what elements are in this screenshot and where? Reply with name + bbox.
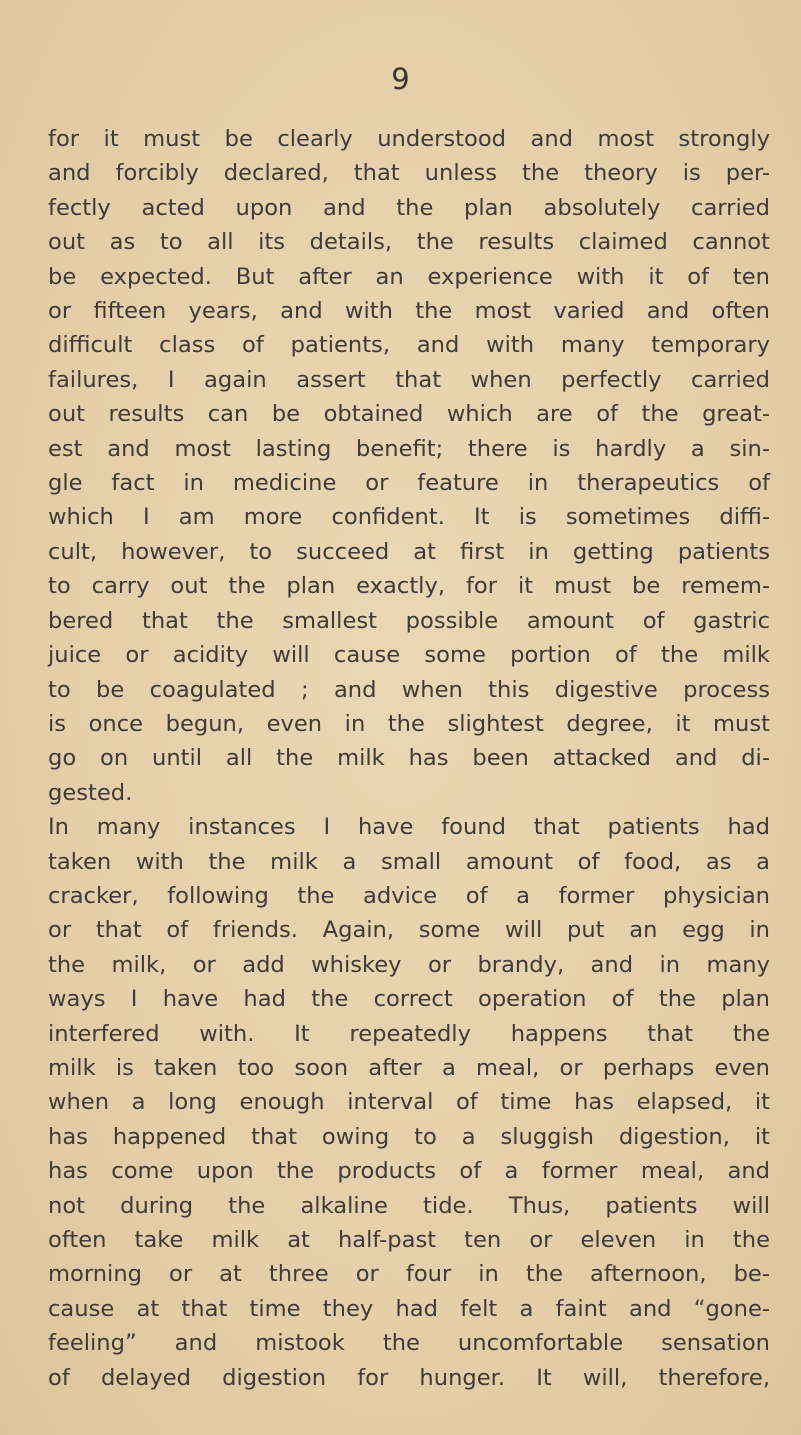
text-line: which I am more confident. It is sometimes diffi- xyxy=(48,504,770,531)
text-line: milk is taken too soon after a meal, or perhaps even xyxy=(48,1054,770,1081)
text-line: often take milk at half-past ten or eleven in the xyxy=(48,1227,770,1253)
text-line: interfered with. It repeatedly happens that the xyxy=(48,1020,770,1047)
text-line: to carry out the plan exactly, for it must be remem- xyxy=(48,573,770,600)
text-line: failures, I again assert that when perfectly carried xyxy=(48,366,770,393)
text-line: morning or at three or four in the afternoon, be- xyxy=(48,1261,770,1288)
text-line: ways I have had the correct operation of the plan xyxy=(48,986,770,1013)
text-line: est and most lasting benefit; there is hardly a sin- xyxy=(48,435,770,462)
text-line: out as to all its details, the results claimed cannot xyxy=(48,229,770,256)
text-line: and forcibly declared, that unless the theory is per- xyxy=(48,160,770,187)
text-line: gested. xyxy=(48,779,133,806)
text-line: the milk, or add whiskey or brandy, and in many xyxy=(48,951,770,978)
text-line: to be coagulated ; and when this digestive process xyxy=(48,676,770,703)
paragraph-1 xyxy=(48,122,770,810)
text-line: be expected. But after an experience with it of ten xyxy=(48,263,770,290)
text-line: cracker, following the advice of a former physician xyxy=(48,882,770,909)
text-line: when a long enough interval of time has elapsed, it xyxy=(48,1089,770,1116)
body-text xyxy=(48,122,770,1395)
text-line: cult, however, to succeed at first in getting patients xyxy=(48,538,770,565)
text-line: has happened that owing to a sluggish digestion, it xyxy=(48,1123,770,1150)
paragraph-2 xyxy=(48,810,770,1395)
text-line: not during the alkaline tide. Thus, patients will xyxy=(48,1192,770,1219)
text-line: fectly acted upon and the plan absolutely carried xyxy=(48,194,770,221)
text-line: feeling” and mistook the uncomfortable sensation xyxy=(48,1330,770,1357)
text-line: go on until all the milk has been attacked and di- xyxy=(48,745,770,772)
text-line: juice or acidity will cause some portion of the milk xyxy=(48,642,770,669)
text-line: In many instances I have found that patients had xyxy=(48,814,770,841)
text-line: or that of friends. Again, some will put an egg in xyxy=(48,917,770,944)
text-line: of delayed digestion for hunger. It will, therefore, xyxy=(48,1364,770,1391)
text-line: for it must be clearly understood and most strongly xyxy=(48,126,770,152)
text-line: cause at that time they had felt a faint and “gone- xyxy=(48,1295,770,1322)
text-line: difficult class of patients, and with many temporary xyxy=(48,332,770,359)
text-line: bered that the smallest possible amount of gastric xyxy=(48,607,770,634)
text-line: has come upon the products of a former meal, and xyxy=(48,1158,770,1185)
text-line: taken with the milk a small amount of food, as a xyxy=(48,848,770,875)
text-line: is once begun, even in the slightest degree, it must xyxy=(48,710,770,737)
text-line: out results can be obtained which are of the great- xyxy=(48,401,770,428)
text-line: or fifteen years, and with the most varied and often xyxy=(48,298,770,325)
text-line: gle fact in medicine or feature in therapeutics of xyxy=(48,470,770,497)
page-number: 9 xyxy=(391,62,410,96)
